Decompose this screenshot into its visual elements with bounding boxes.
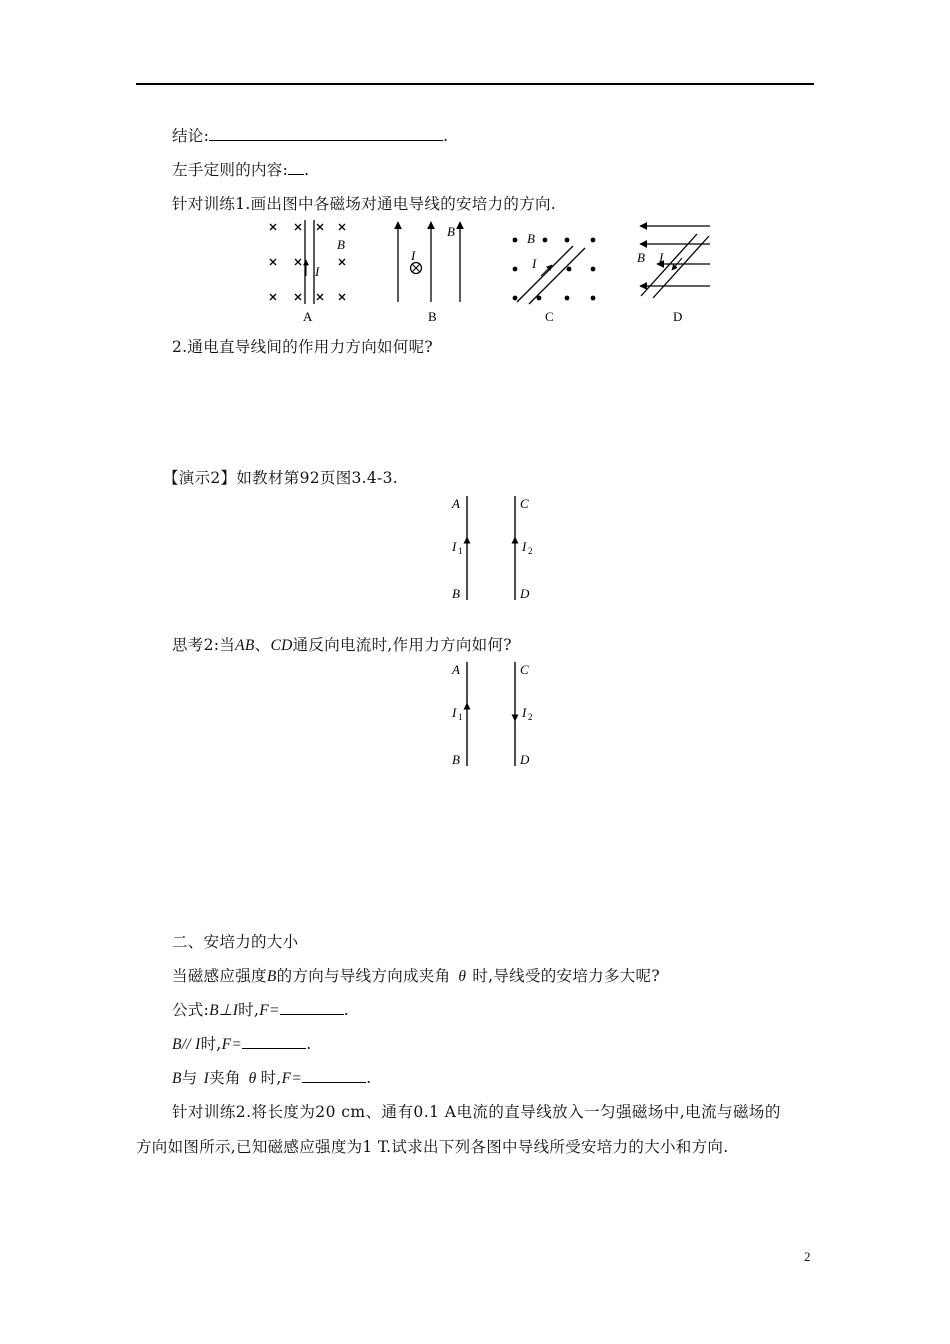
label-d: D — [520, 752, 530, 767]
formula-perp-when: 时, — [238, 1001, 260, 1019]
question-angle-part1: 当磁感应强度 — [172, 967, 267, 985]
question-angle-theta: θ — [458, 968, 467, 985]
panel-b — [398, 222, 460, 324]
label-d: D — [520, 586, 530, 601]
panel-d-field-label: B — [637, 250, 645, 265]
figure-parallel-currents — [440, 492, 550, 604]
demo2-bracket: 【演示2】 — [163, 469, 237, 487]
conclusion-blank[interactable] — [209, 126, 443, 141]
panel-a — [270, 220, 345, 324]
label-i2-sub: 2 — [528, 546, 533, 556]
exercise2-line1: 针对训练2.将长度为20 cm、通有0.1 A电流的直导线放入一匀强磁场中,电流与磁场的 — [172, 1103, 781, 1121]
panel-c-current-label: I — [532, 256, 537, 271]
page-number: 2 — [804, 1249, 811, 1264]
label-c: C — [520, 662, 529, 677]
panel-a-field-label: B — [337, 237, 345, 252]
label-c: C — [520, 496, 529, 511]
panel-d-current-label: I — [659, 250, 664, 265]
formula-perp-line — [172, 999, 349, 1022]
question-angle-part2: 的方向与导线方向成夹角 — [276, 967, 451, 985]
formula-angle-i: I — [203, 1070, 210, 1087]
conclusion-end: . — [443, 127, 449, 145]
panel-a-current-label: I — [315, 264, 320, 279]
dot-marks — [513, 238, 596, 301]
panel-b-label: B — [428, 309, 437, 324]
formula-perp-cond: B⊥I — [209, 1002, 239, 1019]
panel-c-field-label: B — [527, 231, 535, 246]
label-i1-sub: 1 — [458, 546, 463, 556]
left-hand-rule-label: 左手定则的内容: — [172, 161, 289, 179]
formula-angle-b: B — [172, 1070, 182, 1087]
label-i2: I — [522, 539, 527, 554]
label-i1-sub: 1 — [458, 712, 463, 722]
formula-par-f: F= — [221, 1036, 243, 1053]
panel-b-field-label: B — [447, 224, 455, 239]
think2-ab: AB — [235, 637, 255, 654]
left-hand-rule-blank[interactable] — [288, 160, 304, 175]
think2-prefix: 思考2:当 — [172, 636, 236, 654]
formula-perp-f: F= — [259, 1002, 280, 1019]
panel-c — [513, 231, 596, 324]
panel-d — [637, 226, 710, 324]
header-rule — [136, 83, 814, 85]
question-angle-b: B — [266, 968, 277, 985]
formula-angle-mid: 与 — [181, 1069, 198, 1087]
left-hand-rule-line — [172, 159, 309, 181]
question-angle-part3: 时,导线受的安培力多大呢? — [472, 967, 660, 985]
formula-par-cond: B// I — [172, 1036, 201, 1053]
label-i2: I — [522, 705, 527, 720]
label-i1: I — [452, 539, 457, 554]
formula-angle-jiajiao: 夹角 — [209, 1069, 241, 1087]
label-a: A — [452, 662, 460, 677]
panel-b-current-label: I — [411, 248, 416, 263]
conclusion-label: 结论: — [172, 127, 210, 145]
think2-sep: 、 — [254, 636, 271, 654]
formula-angle-f: F= — [281, 1070, 303, 1087]
left-hand-rule-end: . — [304, 161, 310, 179]
label-b: B — [452, 586, 460, 601]
formula-par-line — [172, 1033, 311, 1056]
label-i2-sub: 2 — [528, 712, 533, 722]
formula-angle-when: 时, — [260, 1069, 282, 1087]
formula-angle-blank[interactable] — [302, 1068, 366, 1083]
demo2-line — [163, 467, 398, 489]
formula-par-when: 时, — [200, 1035, 222, 1053]
panel-a-label: A — [303, 309, 313, 324]
conclusion-line — [172, 125, 448, 147]
figure-antiparallel-currents — [440, 658, 550, 770]
section2-title: 二、安培力的大小 — [172, 933, 299, 951]
think2-line — [172, 634, 512, 657]
think2-rest: 通反向电流时,作用力方向如何? — [292, 636, 512, 654]
question2-text: 2.通电直导线间的作用力方向如何呢? — [172, 338, 433, 356]
exercise1-text: 针对训练1.画出图中各磁场对通电导线的安培力的方向. — [172, 195, 557, 213]
formula-perp-blank[interactable] — [280, 1000, 344, 1015]
formula-perp-prefix: 公式: — [172, 1001, 210, 1019]
label-i1: I — [452, 705, 457, 720]
formula-perp-end: . — [343, 1001, 349, 1019]
formula-par-end: . — [306, 1035, 312, 1053]
formula-angle-theta: θ — [248, 1070, 257, 1087]
demo2-text: 如教材第92页图3.4-3. — [236, 469, 398, 487]
formula-angle-end: . — [366, 1069, 372, 1087]
formula-angle-line — [172, 1067, 371, 1090]
panel-d-label: D — [673, 309, 683, 324]
formula-par-blank[interactable] — [242, 1034, 306, 1049]
exercise2-line2: 方向如图所示,已知磁感应强度为1 T.试求出下列各图中导线所受安培力的大小和方向. — [136, 1138, 729, 1156]
label-b: B — [452, 752, 460, 767]
panel-c-label: C — [545, 309, 554, 324]
question-angle-line — [172, 965, 660, 988]
think2-cd: CD — [270, 637, 293, 654]
figure-magnetic-fields — [255, 218, 715, 328]
cross-marks — [270, 224, 345, 300]
label-a: A — [452, 496, 460, 511]
